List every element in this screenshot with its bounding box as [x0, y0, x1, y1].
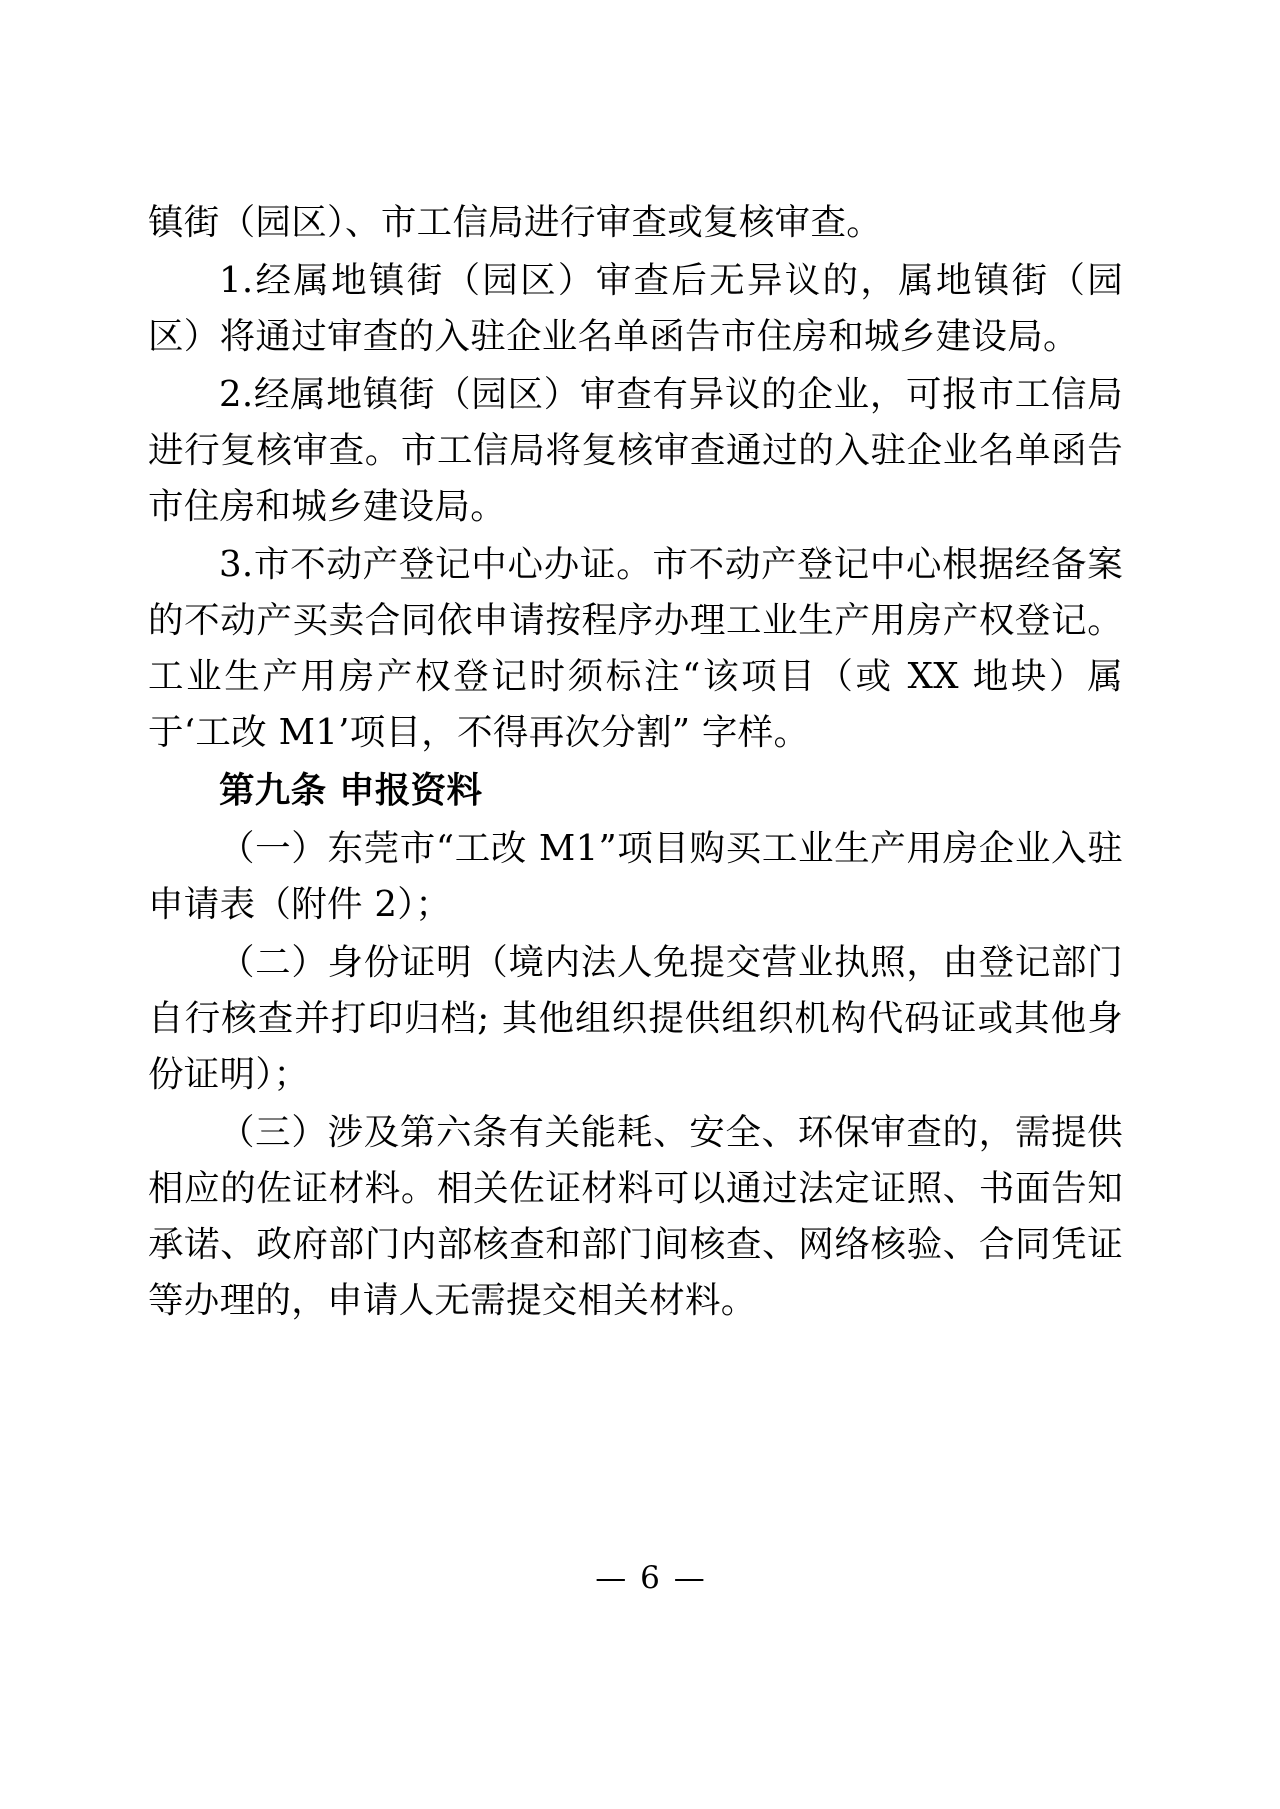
paragraph-item-c: （三）涉及第六条有关能耗、安全、环保审查的，需提供相应的佐证材料。相关佐证材料可以通过法定证照、书面告知承诺、政府部门内部核查和部门间核查、网络核验、合同凭证等办理的，申请人无需提交相关材料。	[148, 1112, 1123, 1321]
page-number: — 6 —	[595, 1560, 707, 1596]
paragraph-continuation: 镇街（园区）、市工信局进行审查或复核审查。	[148, 202, 883, 243]
paragraph-item-b: （二）身份证明（境内法人免提交营业执照，由登记部门自行核查并打印归档; 其他组织提供组织机构代码证或其他身份证明）；	[148, 942, 1123, 1095]
page-footer	[0, 1560, 1280, 1596]
paragraph-item-2: 2.经属地镇街（园区）审查有异议的企业，可报市工信局进行复核审查。市工信局将复核审查通过的入驻企业名单函告市住房和城乡建设局。	[148, 374, 1123, 527]
paragraph-item-3: 3.市不动产登记中心办证。市不动产登记中心根据经备案的不动产买卖合同依申请按程序办理工业生产用房产权登记。工业生产用房产权登记时须标注“该项目（或 XX 地块）属于‘工改 M1’项目，不得再次分割” 字样。	[148, 544, 1123, 753]
paragraph-item-a: （一）东莞市“工改 M1”项目购买工业生产用房企业入驻申请表（附件 2）；	[148, 828, 1123, 925]
document-body	[148, 195, 1123, 1329]
paragraph-item-1: 1.经属地镇街（园区）审查后无异议的，属地镇街（园区）将通过审查的入驻企业名单函告市住房和城乡建设局。	[148, 260, 1123, 357]
section-heading-article-nine: 第九条 申报资料	[219, 770, 483, 811]
